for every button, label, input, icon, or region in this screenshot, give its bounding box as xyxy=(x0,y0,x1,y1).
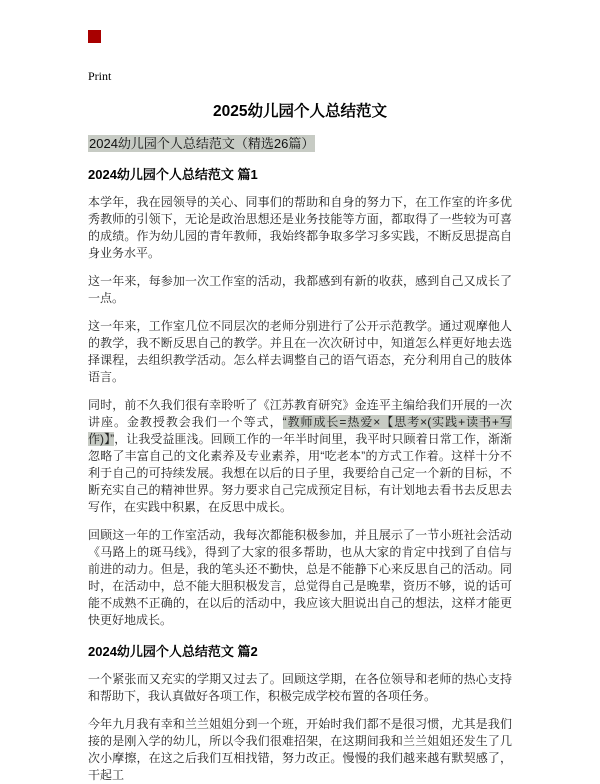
red-square-icon xyxy=(88,30,101,43)
page-title: 2025幼儿园个人总结范文 xyxy=(213,103,387,120)
subtitle-row xyxy=(88,135,512,152)
subtitle-highlighted: 2024幼儿园个人总结范文（精选26篇） xyxy=(89,136,315,151)
paragraph-text: 同时，前不久我们很有幸聆听了《江苏教育研究》金连平主编给我们开展的一次讲座。金教授教会我们一个等式， xyxy=(88,398,512,429)
print-button[interactable]: Print xyxy=(88,69,112,83)
paragraph: 回顾这一年的工作室活动，我每次都能积极参加，并且展示了一节小班社会活动《马路上的斑马线》，得到了大家的很多帮助，也从大家的肯定中找到了自信与前进的动力。但是，我的笔头还不勤快，总是不能静下心来反思自己的活动。同时，在活动中，总不能大胆积极发言，总觉得自己是晚辈，资历不够，说的话可能不成熟不正确的，在以后的活动中，我应该大胆说出自己的想法，这样才能更快更好地成长。 xyxy=(88,528,512,627)
section-heading-1: 2024幼儿园个人总结范文 篇1 xyxy=(88,167,258,182)
paragraph: 这一年来，每参加一次工作室的活动，我都感到有新的收获，感到自己又成长了一点。 xyxy=(88,274,512,305)
paragraph: 本学年，我在园领导的关心、同事们的帮助和自身的努力下，在工作室的许多优秀教师的引领下，无论是政治思想还是业务技能等方面，都取得了一些较为可喜的成绩。作为幼儿园的青年教师，我始终都争取多学习多实践，不断反思提高自身业务水平。 xyxy=(88,195,512,260)
paragraph: 今年九月我有幸和兰兰姐姐分到一个班，开始时我们都不是很习惯，尤其是我们接的是刚入学的幼儿，所以令我们很难招架，在这期间我和兰兰姐姐还发生了几次小摩擦，在这之后我们互相找错，努力改正。慢慢的我们越来越有默契感了，干起工 xyxy=(88,717,512,782)
paragraph: 一个紧张而又充实的学期又过去了。回顾这学期，在各位领导和老师的热心支持和帮助下，我认真做好各项工作，积极完成学校布置的各项任务。 xyxy=(88,672,512,703)
print-row xyxy=(88,67,512,85)
paragraph-text: ，让我受益匪浅。回顾工作的一年半时间里，我平时只顾着日常工作，渐渐忽略了丰富自己的文化素养及专业素养，用“吃老本”的方式工作着。这样十分不利于自己的可持续发展。我想在以后的日子里，我要给自己定一个新的目标，不断充实自己的精神世界。努力要求自己完成预定目标，有计划地去看书去反思去写作，在实践中积累，在反思中成长。 xyxy=(88,432,512,514)
highlighted-formula: “教师成长=热爱×【思考×(实践+读书+写作)】” xyxy=(88,415,512,446)
section-heading-2: 2024幼儿园个人总结范文 篇2 xyxy=(88,644,258,659)
paragraph: 这一年来，工作室几位不同层次的老师分别进行了公开示范教学。通过观摩他人的教学，我不断反思自己的教学。并且在一次次研讨中，知道怎么样更好地去选择课程，去组织教学活动。怎么样去调整自己的语气语态，充分利用自己的肢体语言。 xyxy=(88,319,512,384)
paragraph-with-highlight xyxy=(88,397,512,516)
